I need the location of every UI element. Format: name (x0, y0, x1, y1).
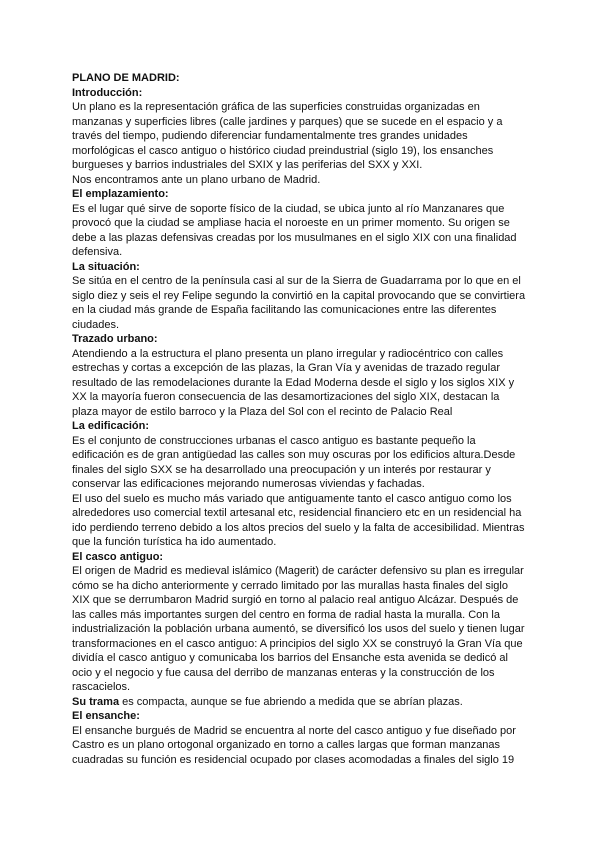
heading-edificacion: La edificación: (72, 420, 150, 432)
heading-introduccion: Introducción: (72, 86, 143, 99)
paragraph-casco-antiguo: El origen de Madrid es medieval islámico (Magerit) de carácter defensivo su plan es irregular cómo se ha dicho anteriormente y cerrado limitado por las murallas hasta finales del siglo XIX que se derrumbaron Madrid surgió en torno al palacio real antiguo Alcázar. Después de las calles más importantes surgen del centro en forma de radial hasta la muralla. Con la industrialización la población urbana aumentó, se diversificó los usos del suelo y tienen lugar transformaciones en el casco antiguo: A principios del siglo XX se construyó la Gran Vía que dividía el casco antiguo y comunicaba los barrios del Ensanche esta avenida se dedicó al ocio y el negocio y fue causa del derribo de manzanas enteras y la construcción de los rascacielos. (72, 565, 525, 693)
trama-label: Su trama (72, 695, 120, 708)
paragraph-introduccion-2: Nos encontramos ante un plano urbano de Madrid. (72, 173, 321, 186)
paragraph-ensanche: El ensanche burgués de Madrid se encuentra al norte del casco antiguo y fue diseñado por Castro es un plano ortogonal organizado en torno a calles largas que forman manzanas cuadradas su función es residencial ocupado por clases acomodadas a finales del siglo 19 (72, 724, 516, 766)
paragraph-introduccion: Un plano es la representación gráfica de las superficies construidas organizadas en manzanas y superficies libres (calle jardines y parques) que se sucede en el espacio y a través del tiempo, pudiendo diferenciar fundamentalmente tres grandes unidades morfológicas el casco antiguo o histórico ciudad preindustrial (siglo 19), los ensanches burgueses y barrios industriales del SXIX y las periferias del SXX y XXI. (72, 101, 503, 171)
document-title: PLANO DE MADRID: (72, 72, 180, 84)
document-page (72, 71, 528, 767)
heading-casco-antiguo: El casco antiguo: (72, 550, 164, 563)
paragraph-situacion: Se sitúa en el centro de la península casi al sur de la Sierra de Guadarrama por lo que en el siglo diez y seis el rey Felipe segundo la convirtió en la capital provocando que se convirtiera en la ciudad más grande de España facilitando las comunicaciones entre las diferentes ciudades. (72, 275, 526, 331)
paragraph-edificacion-2: El uso del suelo es mucho más variado que antiguamente tanto el casco antiguo como los alrededores uso comercial textil artesanal etc, residencial financiero etc en un residencial ha ido perdiendo terreno debido a los altos precios del suelo y la falta de accesibilidad. Mientras que la función turística ha ido aumentado. (72, 492, 525, 548)
paragraph-trazado: Atendiendo a la estructura el plano presenta un plano irregular y radiocéntrico con calles estrechas y cortas a excepción de las plazas, la Gran Vía y avenidas de trazado regular resultado de las remodelaciones durante la Edad Moderna desde el siglo y los siglos XIX y XX la mayoría fueron consecuencia de las desamortizaciones del siglo XIX, destacan la plaza mayor de estilo barroco y la Plaza del Sol con el recinto de Palacio Real (72, 347, 515, 418)
paragraph-edificacion: Es el conjunto de construcciones urbanas el casco antiguo es bastante pequeño la edificación es de gran antigüedad las calles son muy oscuras por los edificios altura.Desde finales del siglo SXX se ha desarrollado una preocupación y un interés por restaurar y conservar las edificaciones mejorando numerosas viviendas y fachadas. (72, 434, 516, 490)
trama-text: es compacta, aunque se fue abriendo a medida que se abrían plazas. (119, 695, 463, 708)
heading-emplazamiento: El emplazamiento: (72, 188, 169, 200)
heading-situacion: La situación: (72, 260, 140, 273)
heading-ensanche: El ensanche: (72, 710, 140, 722)
paragraph-emplazamiento: Es el lugar qué sirve de soporte físico de la ciudad, se ubica junto al río Manzanares que provocó que la ciudad se ampliase hacia el noroeste en un primer momento. Su origen se debe a las plazas defensivas creadas por los musulmanes en el siglo XIX con una finalidad defensiva. (72, 202, 517, 258)
heading-trazado: Trazado urbano: (72, 333, 158, 345)
paragraph-trama (72, 695, 528, 710)
